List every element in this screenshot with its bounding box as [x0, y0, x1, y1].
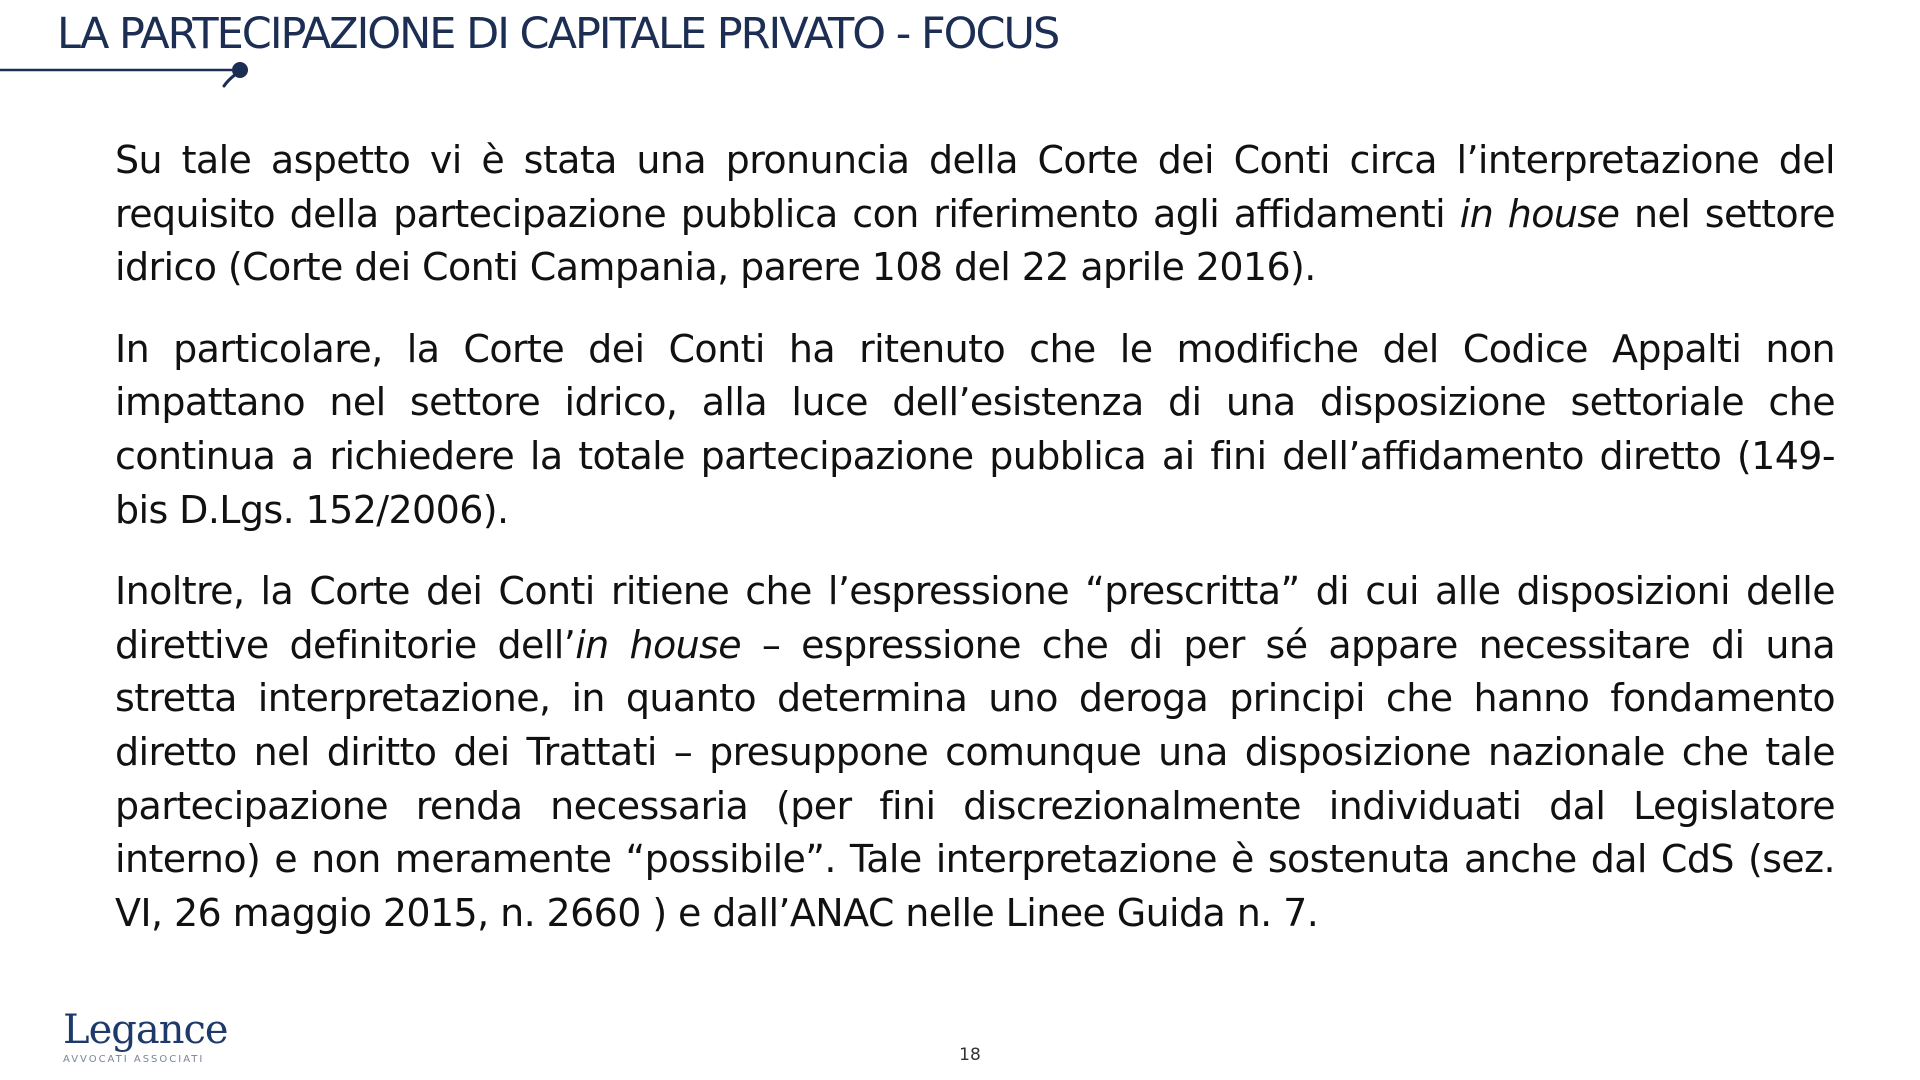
- title-underline-decoration: [0, 0, 260, 100]
- main-content: [115, 134, 1835, 968]
- paragraph-codice-appalti: In particolare, la Corte dei Conti ha ritenuto che le modifiche del Codice Appalti non impattano nel settore idrico, alla luce dell’esistenza di una disposizione settoriale che continua a richiedere la totale partecipazione pubblica ai fini dell’affidamento diretto (149-bis D.Lgs. 152/2006).: [115, 326, 1835, 532]
- paragraph-1-text-b: nel settore idrico (Corte dei Conti Campania, parere 108 del 22 aprile 2016).: [115, 191, 1835, 290]
- paragraph-3-text-a: Inoltre, la Corte dei Conti ritiene che l’espressione “prescritta” di cui alle disposizioni delle direttive definitorie dell’: [115, 569, 1835, 667]
- logo-name: Legance: [63, 1007, 228, 1053]
- paragraph-3-emphasis: in house: [575, 622, 742, 667]
- paragraph-3-text-b: – espressione che di per sé appare necessitare di una stretta interpretazione, in quanto determina uno deroga principi che hanno fondamento diretto nel diritto dei Trattati – presuppone comunque una disposizione nazionale che tale partecipazione renda necessaria (per fini discrezionalmente individuati dal Legislatore interno) e non meramente “possibile”. Tale interpretazione è sostenuta anche dal CdS (sez. VI, 26 maggio 2015, n. 2660 ) e dall’ANAC nelle Linee Guida n. 7.: [115, 622, 1836, 935]
- paragraph-espressione-prescritta: [115, 565, 1835, 940]
- paragraph-corte-conti-pronuncia: [115, 134, 1835, 295]
- page-number: 18: [959, 1045, 981, 1065]
- page-title: LA PARTECIPAZIONE DI CAPITALE PRIVATO - FOCUS: [57, 9, 1059, 59]
- legance-logo: [63, 1008, 233, 1072]
- paragraph-1-text-a: Su tale aspetto vi è stata una pronuncia della Corte dei Conti circa l’interpretazione del requisito della partecipazione pubblica con riferimento agli affidamenti: [115, 138, 1835, 236]
- paragraph-1-emphasis: in house: [1459, 191, 1620, 236]
- logo-subtitle: AVVOCATI ASSOCIATI: [63, 1054, 205, 1065]
